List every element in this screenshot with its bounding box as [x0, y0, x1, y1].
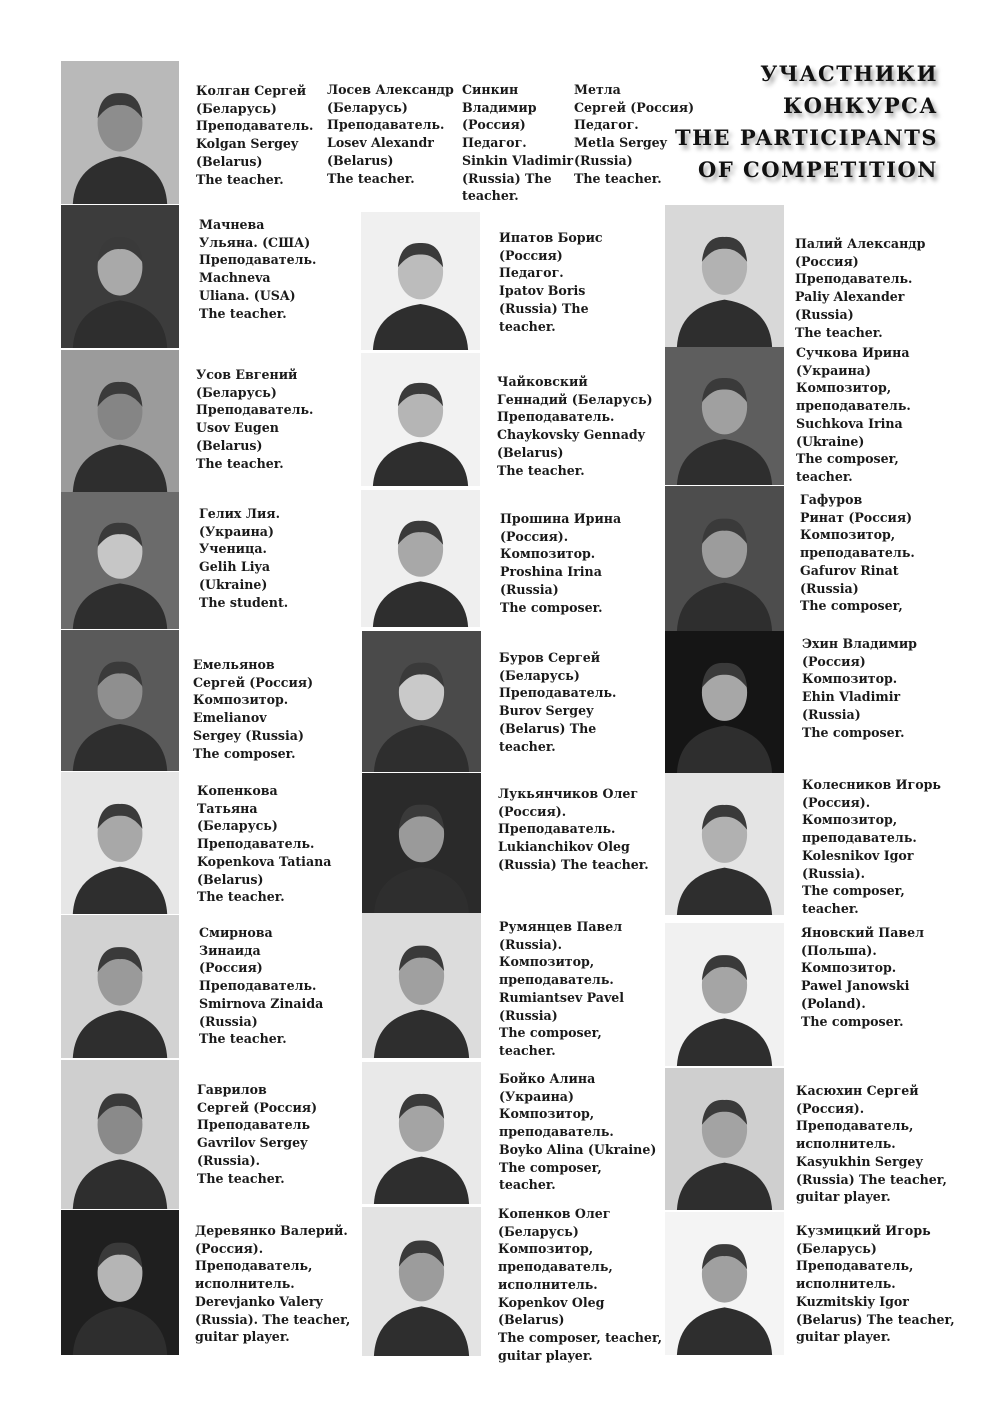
participant-photo: [665, 486, 784, 631]
participant-photo: [61, 205, 179, 348]
participant-photo: [665, 631, 784, 773]
participant-photo: [665, 923, 784, 1066]
participant-photo: [61, 772, 179, 914]
participant-caption: Прошина Ирина (Россия). Композитор. Proshina Irina (Russia) The composer.: [500, 511, 622, 615]
participant-photo: [61, 1060, 179, 1209]
participant-photo: [61, 915, 179, 1058]
portrait-silhouette-icon: [362, 631, 481, 772]
participant-caption: Палий Александр (Россия) Преподаватель. Paliy Alexander (Russia) The teacher.: [795, 236, 926, 340]
shoulders-shape: [374, 1306, 469, 1356]
portrait-silhouette-icon: [665, 1212, 784, 1355]
participant-caption: Деревянко Валерий. (Россия). Преподаватель, исполнитель. Derevjanko Valery (Russia). The teacher, guitar player.: [195, 1223, 351, 1345]
shoulders-shape: [373, 304, 468, 350]
participant-caption: Синкин Владимир (Россия) Педагог. Sinkin Vladimir (Russia) The teacher.: [462, 82, 574, 204]
participant-caption: Ипатов Борис (Россия) Педагог. Ipatov Boris (Russia) The teacher.: [499, 230, 603, 334]
shoulders-shape: [373, 442, 468, 486]
participant-photo: [61, 1210, 179, 1355]
participant-photo: [361, 490, 480, 627]
shoulders-shape: [677, 1163, 772, 1210]
participant-caption: Копенкова Татьяна (Беларусь) Преподаватель. Kopenkova Tatiana (Belarus) The teacher.: [197, 783, 332, 905]
shoulders-shape: [374, 1010, 469, 1058]
participant-caption: Колесников Игорь (Россия). Композитор, преподаватель. Kolesnikov Igor (Russia). The composer, teacher.: [802, 777, 941, 916]
participant-caption: Гаврилов Сергей (Россия) Преподаватель Gavrilov Sergey (Russia). The teacher.: [197, 1082, 318, 1186]
participant-caption: Кузмицкий Игорь (Беларусь) Преподаватель, исполнитель. Kuzmitskiy Igor (Belarus) The teacher, guitar player.: [796, 1223, 955, 1345]
title-line-1: УЧАСТНИКИ: [760, 61, 938, 86]
participant-caption: Гафуров Ринат (Россия) Композитор, преподаватель. Gafurov Rinat (Russia) The composer,: [800, 492, 915, 614]
participant-caption: Сучкова Ирина (Украина) Композитор, преподаватель. Suchkova Irina (Ukraine) The composer, teacher.: [796, 345, 911, 484]
participant-caption: Яновский Павел (Польша). Композитор. Pawel Janowski (Poland). The composer.: [801, 925, 924, 1029]
shoulders-shape: [73, 1010, 167, 1058]
shoulders-shape: [677, 583, 772, 631]
participant-photo: [362, 773, 481, 914]
shoulders-shape: [73, 867, 167, 914]
portrait-silhouette-icon: [61, 205, 179, 348]
shoulders-shape: [373, 581, 468, 627]
participant-caption: Усов Евгений (Беларусь) Преподаватель. Usov Eugen (Belarus) The teacher.: [196, 367, 314, 471]
title-line-3: THE PARTICIPANTS: [675, 125, 938, 150]
participant-photo: [362, 1207, 481, 1356]
participant-caption: Мачнева Ульяна. (США) Преподаватель. Machneva Uliana. (USA) The teacher.: [199, 217, 317, 321]
participant-photo: [665, 347, 784, 485]
participant-photo: [362, 913, 481, 1058]
shoulders-shape: [677, 439, 772, 485]
portrait-silhouette-icon: [61, 630, 179, 771]
shoulders-shape: [73, 445, 167, 492]
participant-photo: [61, 630, 179, 771]
portrait-silhouette-icon: [665, 205, 784, 347]
participant-caption: Копенков Олег (Беларусь) Композитор, преподаватель, исполнитель. Kopenkov Oleg (Belarus) The composer, teacher, guitar player.: [498, 1206, 663, 1363]
portrait-silhouette-icon: [61, 350, 179, 492]
participant-photo: [61, 492, 179, 629]
portrait-silhouette-icon: [665, 631, 784, 773]
participant-caption: Касюхин Сергей (Россия). Преподаватель, исполнитель. Kasyukhin Sergey (Russia) The teacher, guitar player.: [796, 1083, 947, 1205]
portrait-silhouette-icon: [61, 1060, 179, 1209]
portrait-silhouette-icon: [61, 1210, 179, 1355]
participant-caption: Чайковский Геннадий (Беларусь) Преподаватель. Chaykovsky Gennady (Belarus) The teacher.: [497, 374, 653, 478]
portrait-silhouette-icon: [362, 1062, 481, 1204]
title-line-4: OF COMPETITION: [698, 157, 938, 182]
participant-photo: [665, 773, 784, 915]
participant-caption: Метла Сергей (Россия) Педагог. Metla Sergey (Russia) The teacher.: [574, 82, 695, 186]
portrait-silhouette-icon: [665, 486, 784, 631]
shoulders-shape: [73, 1159, 167, 1209]
participant-caption: Буров Сергей (Беларусь) Преподаватель. Burov Sergey (Belarus) The teacher.: [499, 650, 617, 754]
shoulders-shape: [73, 724, 167, 771]
participant-caption: Эхин Владимир (Россия) Композитор. Ehin Vladimir (Russia) The composer.: [802, 636, 917, 740]
portrait-silhouette-icon: [665, 1068, 784, 1210]
participant-caption: Емельянов Сергей (Россия) Композитор. Emelianov Sergey (Russia) The composer.: [193, 657, 314, 761]
portrait-silhouette-icon: [362, 1207, 481, 1356]
participant-photo: [61, 61, 179, 204]
shoulders-shape: [374, 1157, 469, 1204]
shoulders-shape: [677, 1307, 772, 1355]
page-title: [675, 58, 938, 186]
shoulders-shape: [677, 726, 772, 773]
participant-photo: [361, 353, 480, 486]
shoulders-shape: [374, 725, 469, 772]
shoulders-shape: [677, 300, 772, 347]
shoulders-shape: [73, 583, 167, 629]
portrait-silhouette-icon: [362, 773, 481, 914]
portrait-silhouette-icon: [61, 492, 179, 629]
shoulders-shape: [73, 156, 167, 204]
participant-photo: [665, 1212, 784, 1355]
participant-caption: Колган Сергей (Беларусь) Преподаватель. Kolgan Sergey (Belarus) The teacher.: [196, 83, 314, 187]
participant-photo: [61, 350, 179, 492]
portrait-silhouette-icon: [361, 353, 480, 486]
shoulders-shape: [73, 1307, 167, 1355]
portrait-silhouette-icon: [61, 915, 179, 1058]
participant-caption: Румянцев Павел (Russia). Композитор, преподаватель. Rumiantsev Pavel (Russia) The composer, teacher.: [499, 919, 625, 1058]
portrait-silhouette-icon: [361, 490, 480, 627]
participant-photo: [362, 631, 481, 772]
portrait-silhouette-icon: [665, 347, 784, 485]
participant-caption: Лосев Александр (Беларусь) Преподаватель. Losev Alexandr (Belarus) The teacher.: [327, 82, 454, 186]
portrait-silhouette-icon: [665, 773, 784, 915]
shoulders-shape: [73, 300, 167, 348]
portrait-silhouette-icon: [362, 913, 481, 1058]
portrait-silhouette-icon: [61, 61, 179, 204]
shoulders-shape: [677, 1018, 772, 1066]
participant-caption: Бойко Алина (Украина) Композитор, преподаватель. Boyko Alina (Ukraine) The composer, teacher.: [499, 1071, 657, 1193]
title-line-2: КОНКУРСА: [783, 93, 938, 118]
participant-photo: [361, 212, 480, 350]
participant-photo: [665, 1068, 784, 1210]
portrait-silhouette-icon: [61, 772, 179, 914]
portrait-silhouette-icon: [361, 212, 480, 350]
participant-photo: [665, 205, 784, 347]
participant-caption: Лукьянчиков Олег (Россия). Преподаватель. Lukianchikov Oleg (Russia) The teacher.: [498, 786, 649, 872]
shoulders-shape: [374, 867, 469, 914]
shoulders-shape: [677, 868, 772, 915]
portrait-silhouette-icon: [665, 923, 784, 1066]
participant-caption: Гелих Лия. (Украина) Ученица. Gelih Liya (Ukraine) The student.: [199, 506, 289, 610]
participant-caption: Смирнова Зинаида (Россия) Преподаватель. Smirnova Zinaida (Russia) The teacher.: [199, 925, 324, 1047]
participant-photo: [362, 1062, 481, 1204]
